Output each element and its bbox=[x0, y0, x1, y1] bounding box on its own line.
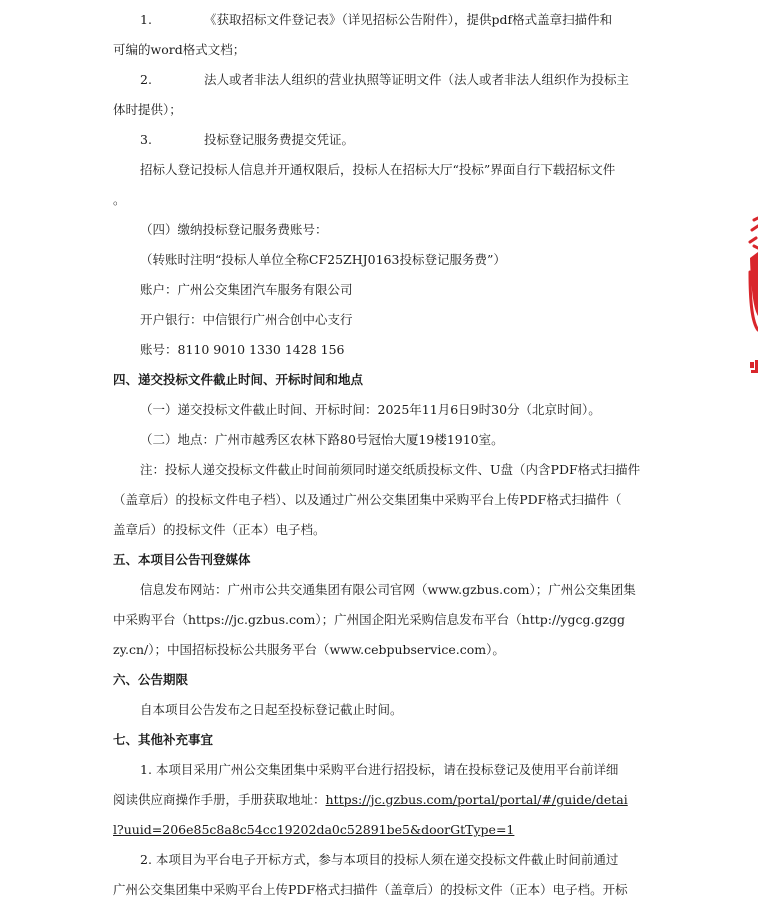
paragraph-line: 招标人登记投标人信息并开通权限后，投标人在招标大厅“投标”界面自行下载招标文件 bbox=[140, 162, 616, 177]
section-subheading: （四）缴纳投标登记服务费账号： bbox=[140, 222, 328, 237]
section-heading-5: 五、本项目公告刊登媒体 bbox=[113, 552, 251, 567]
requirement-item-2 bbox=[140, 72, 629, 88]
manual-label: 阅读供应商操作手册，手册获取地址： bbox=[113, 792, 326, 807]
account-number: 账号：8110 9010 1330 1428 156 bbox=[140, 342, 345, 357]
red-seal-stamp bbox=[744, 212, 758, 382]
text-line: 体时提供）； bbox=[113, 102, 182, 117]
item-text: 投标登记服务费提交凭证。 bbox=[204, 132, 355, 147]
section-heading-7: 七、其他补充事宜 bbox=[113, 732, 214, 747]
media-line: 信息发布网站：广州市公共交通集团有限公司官网（www.gzbus.com）；广州公交集团集 bbox=[140, 582, 636, 597]
section-heading-4: 四、递交投标文件截止时间、开标时间和地点 bbox=[113, 372, 364, 387]
requirement-item-3 bbox=[140, 132, 354, 148]
manual-link[interactable]: https://jc.gzbus.com/portal/portal/#/guide/detai bbox=[325, 792, 628, 807]
manual-link-continued[interactable]: l?uuid=206e85c8a8c54cc19202da0c52891be5&doorGtType=1 bbox=[113, 822, 515, 837]
period-line: 自本项目公告发布之日起至投标登记截止时间。 bbox=[140, 702, 403, 717]
transfer-note: （转账时注明“投标人单位全称CF25ZHJ0163投标登记服务费”） bbox=[140, 252, 506, 267]
manual-line bbox=[113, 792, 628, 808]
item-number: 2. bbox=[140, 72, 152, 87]
text-line: zy.cn/）；中国招标投标公共服务平台（www.cebpubservice.com）。 bbox=[113, 642, 505, 657]
item-number: 1. bbox=[140, 12, 152, 27]
location-line: （二）地点：广州市越秀区农林下路80号冠怡大厦19楼1910室。 bbox=[140, 432, 504, 447]
section-heading-6: 六、公告期限 bbox=[113, 672, 189, 687]
item-number: 3. bbox=[140, 132, 152, 147]
note-line: 注：投标人递交投标文件截止时间前须同时递交纸质投标文件、U盘（内含PDF格式扫描件 bbox=[140, 462, 641, 477]
text-line: 广州公交集团集中采购平台上传PDF格式扫描件（盖章后）的投标文件（正本）电子档。开标 bbox=[113, 882, 628, 897]
bank-name: 开户银行：中信银行广州合创中心支行 bbox=[140, 312, 353, 327]
item-text: 法人或者非法人组织的营业执照等证明文件（法人或者非法人组织作为投标主 bbox=[204, 72, 630, 87]
text-line: （盖章后）的投标文件电子档）、以及通过广州公交集团集中采购平台上传PDF格式扫描件（ bbox=[113, 492, 622, 507]
supplement-item-1: 1. 本项目采用广州公交集团集中采购平台进行招投标，请在投标登记及使用平台前详细 bbox=[140, 762, 619, 777]
requirement-item-1 bbox=[140, 12, 612, 28]
text-line: 中采购平台（https://jc.gzbus.com）；广州国企阳光采购信息发布平台（http://ygcg.gzgg bbox=[113, 612, 626, 627]
text-line: 盖章后）的投标文件（正本）电子档。 bbox=[113, 522, 326, 537]
deadline-line: （一）递交投标文件截止时间、开标时间：2025年11月6日9时30分（北京时间）。 bbox=[140, 402, 601, 417]
account-name: 账户：广州公交集团汽车服务有限公司 bbox=[140, 282, 353, 297]
text-line: 。 bbox=[113, 192, 126, 207]
text-line: 可编的word格式文档； bbox=[113, 42, 246, 57]
supplement-item-2: 2. 本项目为平台电子开标方式，参与本项目的投标人须在递交投标文件截止时间前通过 bbox=[140, 852, 619, 867]
item-text: 《获取招标文件登记表》（详见招标公告附件），提供pdf格式盖章扫描件和 bbox=[204, 12, 613, 27]
